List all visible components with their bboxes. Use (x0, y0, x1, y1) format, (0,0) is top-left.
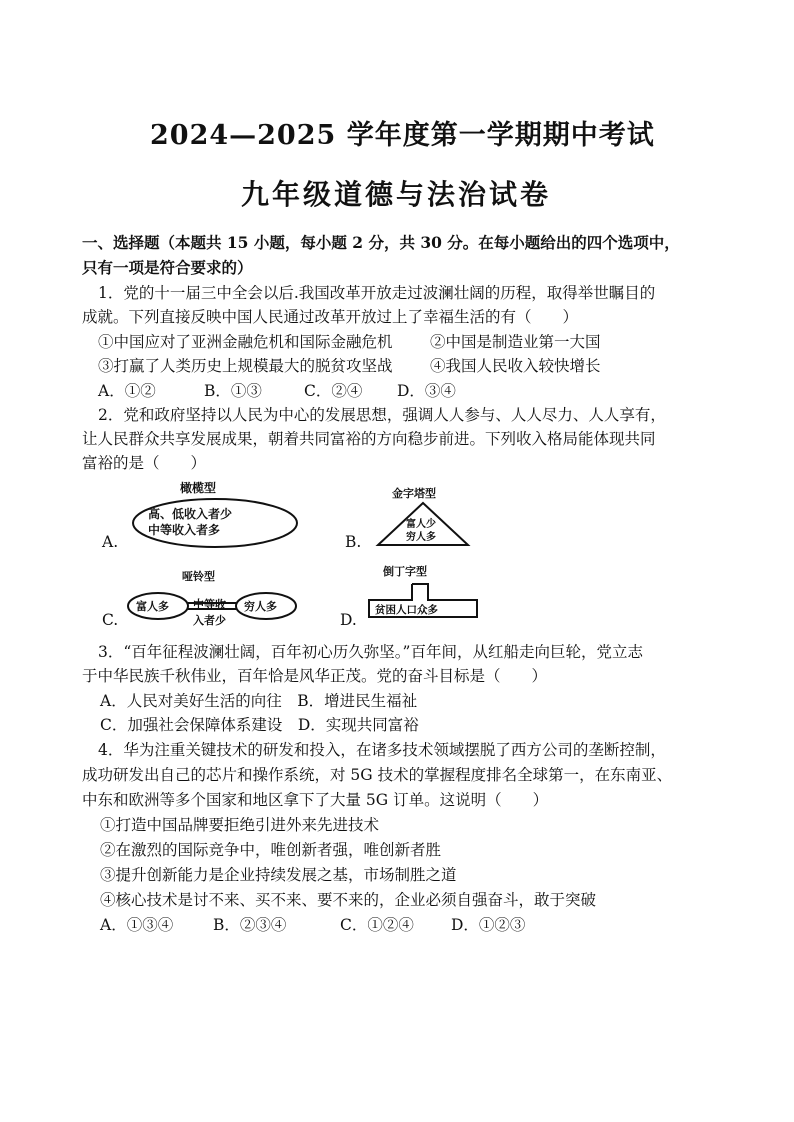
q4-stem-line2: 成功研发出自己的芯片和操作系统，对 5G 技术的掌握程度排名全球第一，在东南亚、 (82, 766, 673, 784)
figure-dumbbell-bottom: 入者少 (193, 614, 226, 627)
q4-item-2: ②在激烈的国际竞争中，唯创新者强，唯创新者胜 (100, 841, 442, 859)
q4-choice-b: B．②③④ (213, 916, 287, 934)
q3-options-row2: C．加强社会保障体系建设 D．实现共同富裕 (100, 716, 419, 734)
figure-inverted-t-base: 贫困人口众多 (375, 604, 438, 616)
q2-stem-line3: 富裕的是（ ） (82, 454, 207, 472)
q2-stem-line2: 让人民群众共享发展成果，朝着共同富裕的方向稳步前进。下列收入格局能体现共同 (82, 430, 656, 448)
exam-title: 2024—2025 学年度第一学期期中考试 (150, 120, 655, 151)
q3-stem-line1: 3．“百年征程波澜壮阔，百年初心历久弥坚。”百年间，从红船走向巨轮，党立志 (98, 643, 643, 661)
q1-choice-c: C．②④ (304, 382, 363, 400)
figure-d-letter: D. (340, 611, 357, 629)
figure-dumbbell-right: 穷人多 (244, 600, 277, 613)
figure-dumbbell-diagram (126, 566, 301, 628)
q4-choice-c: C．①②④ (340, 916, 414, 934)
section-heading-line2: 只有一项是符合要求的） (82, 258, 253, 277)
q3-stem-line2: 于中华民族千秋伟业，百年恰是风华正茂。党的奋斗目标是（ ） (82, 667, 548, 685)
q1-option-2: ②中国是制造业第一大国 (430, 333, 601, 351)
figure-olive-diagram (128, 478, 308, 550)
q1-choice-b: B．①③ (204, 382, 262, 400)
q1-stem-line1: 1．党的十一届三中全会以后.我国改革开放走过波澜壮阔的历程，取得举世瞩目的 (98, 284, 656, 302)
figure-pyramid-line1: 富人少 (406, 519, 436, 530)
figure-inverted-t-diagram (365, 562, 485, 624)
q3-options-row1: A．人民对美好生活的向往 B．增进民生福祉 (100, 692, 418, 710)
section-heading-line1: 一、选择题（本题共 15 小题，每小题 2 分，共 30 分。在每小题给出的四个选项中， (82, 233, 680, 252)
q4-stem-line1: 4．华为注重关键技术的研发和投入，在诸多技术领域摆脱了西方公司的垄断控制， (98, 741, 666, 759)
figure-c-letter: C. (102, 611, 119, 629)
figure-b-letter: B. (345, 533, 362, 551)
q4-item-1: ①打造中国品牌要拒绝引进外来先进技术 (100, 816, 380, 834)
figure-inverted-t-title: 倒丁字型 (383, 565, 427, 578)
q4-stem-line3: 中东和欧洲等多个国家和地区拿下了大量 5G 订单。这说明（ ） (82, 791, 549, 809)
q1-option-3: ③打赢了人类历史上规模最大的脱贫攻坚战 (98, 357, 393, 375)
q1-choice-a: A．①② (98, 382, 156, 400)
q2-stem-line1: 2．党和政府坚持以人民为中心的发展思想，强调人人参与、人人尽力、人人享有， (98, 406, 666, 424)
q1-choice-d: D．③④ (397, 382, 456, 400)
exam-subtitle: 九年级道德与法治试卷 (241, 178, 552, 211)
figure-olive-title: 橄榄型 (180, 481, 217, 495)
q4-choice-a: A．①③④ (100, 916, 174, 934)
figure-a-letter: A. (102, 533, 119, 551)
figure-olive-line1: 高、低收入者少 (148, 507, 233, 521)
figure-olive-line2: 中等收入者多 (148, 523, 221, 537)
figure-dumbbell-mid: 中等收 (193, 598, 226, 611)
q1-option-4: ④我国人民收入较快增长 (430, 357, 601, 375)
figure-pyramid-diagram (368, 483, 488, 553)
q4-item-3: ③提升创新能力是企业持续发展之基，市场制胜之道 (100, 866, 457, 884)
figure-pyramid-line2: 穷人多 (406, 532, 436, 543)
q4-choice-d: D．①②③ (451, 916, 526, 934)
q4-item-4: ④核心技术是讨不来、买不来、要不来的，企业必须自强奋斗，敢于突破 (100, 891, 597, 909)
q1-option-1: ①中国应对了亚洲金融危机和国际金融危机 (98, 333, 393, 351)
q1-stem-line2: 成就。下列直接反映中国人民通过改革开放过上了幸福生活的有（ ） (82, 308, 579, 326)
figure-dumbbell-left: 富人多 (136, 600, 169, 613)
figure-pyramid-title: 金字塔型 (392, 487, 436, 500)
figure-dumbbell-title: 哑铃型 (182, 570, 215, 583)
